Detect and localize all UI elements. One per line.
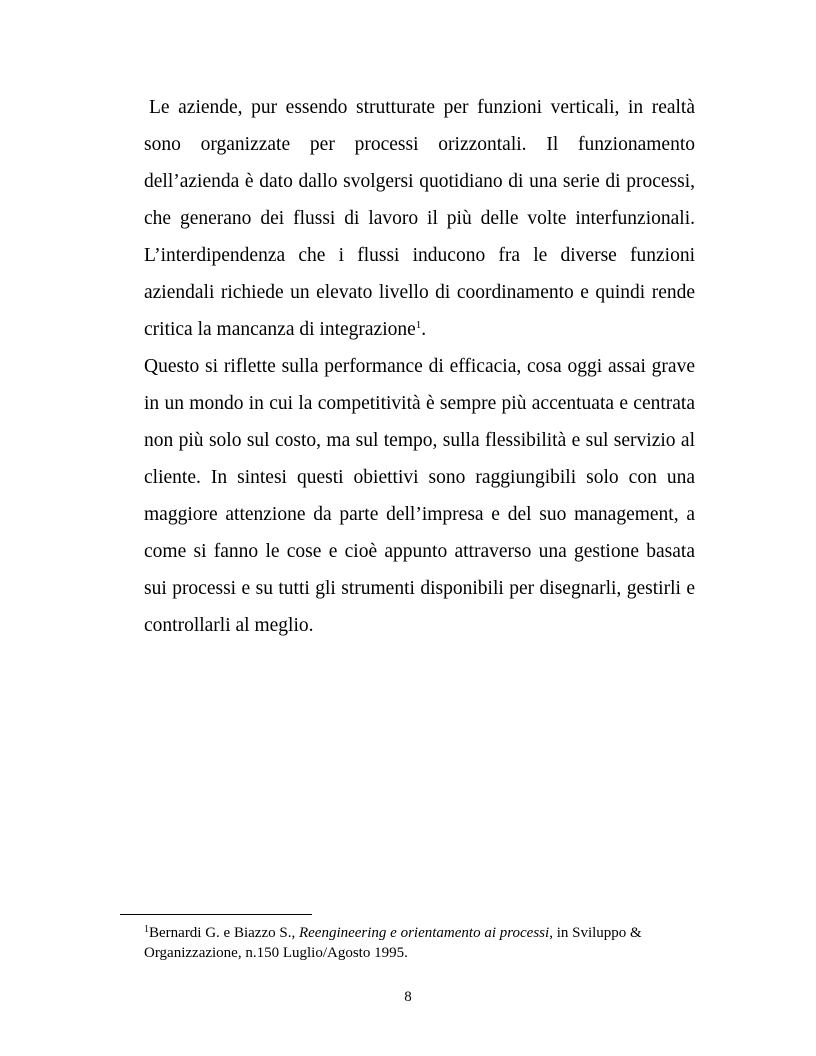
footnote-ref: 1 — [415, 319, 422, 331]
footnote-source: , in Sviluppo & Organizzazione, n.150 Luglio/Agosto 1995. — [144, 925, 642, 961]
footnote-marker: 1 — [144, 924, 149, 935]
paragraph-1-text: Le aziende, pur essendo strutturate per funzioni verticali, in realtà sono organizzate per processi orizzontali. Il funzionamento dell’azienda è dato dallo svolgersi quotidiano di una serie di processi, che generano dei flussi di lavoro il più delle volte interfunzionali. L’interdipendenza che i flussi inducono fra le diverse funzioni aziendali richiede un elevato livello di coordinamento e quindi rende critica la mancanza di integrazione — [144, 97, 695, 340]
main-text — [144, 89, 695, 644]
footnote-separator — [120, 914, 312, 915]
footnote-authors: Bernardi G. e Biazzo S., — [149, 925, 299, 941]
paragraph-1 — [144, 89, 695, 348]
page-number: 8 — [404, 989, 412, 1005]
footnote-title: Reengineering e orientamento ai processi — [298, 925, 550, 941]
paragraph-2: Questo si riflette sulla performance di efficacia, cosa oggi assai grave in un mondo in cui la competitività è sempre più accentuata e centrata non più solo sul costo, ma sul tempo, sulla flessibilità e sul servizio al cliente. In sintesi questi obiettivi sono raggiungibili solo con una maggiore attenzione da parte dell’impresa e del suo management, a come si fanno le cose e cioè appunto attraverso una gestione basata sui processi e su tutti gli strumenti disponibili per disegnarli, gestirli e controllarli al meglio. — [144, 356, 695, 636]
paragraph-1-end: . — [421, 319, 427, 340]
footnote — [144, 923, 704, 963]
